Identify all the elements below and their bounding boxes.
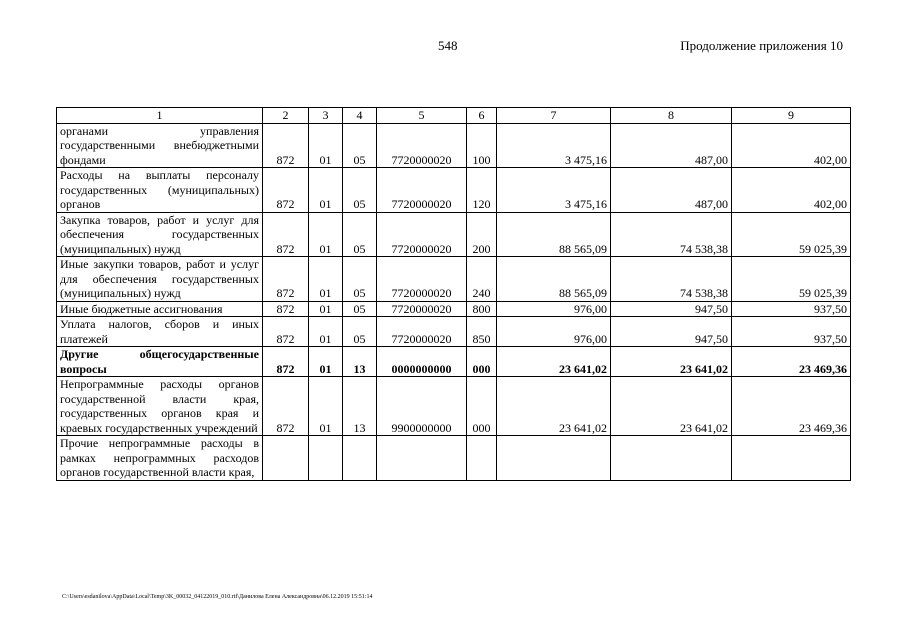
code-cell: 872 bbox=[263, 347, 309, 377]
continuation-caption: Продолжение приложения 10 bbox=[680, 38, 843, 53]
code-cell bbox=[263, 436, 309, 481]
code-cell: 872 bbox=[263, 257, 309, 302]
target-article-cell: 7720000020 bbox=[377, 257, 467, 302]
amount-cell bbox=[611, 436, 732, 481]
amount-cell: 23 469,36 bbox=[732, 347, 851, 377]
amount-cell: 74 538,38 bbox=[611, 212, 732, 257]
table-row bbox=[57, 301, 851, 317]
target-article-cell: 9900000000 bbox=[377, 377, 467, 436]
target-article-cell: 7720000020 bbox=[377, 168, 467, 213]
subsection-cell: 05 bbox=[343, 257, 377, 302]
item-name-cell: Другие общегосударственные вопросы bbox=[57, 347, 263, 377]
table-row bbox=[57, 257, 851, 302]
amount-cell: 74 538,38 bbox=[611, 257, 732, 302]
header-cell: 1 bbox=[57, 108, 263, 124]
item-name-cell: Прочие непрограммные расходы в рамках непрограммных расходов органов государственной власти края, bbox=[57, 436, 263, 481]
table-row bbox=[57, 212, 851, 257]
header-cell: 9 bbox=[732, 108, 851, 124]
amount-cell: 976,00 bbox=[497, 317, 611, 347]
subsection-cell: 05 bbox=[343, 212, 377, 257]
expense-type-cell: 240 bbox=[467, 257, 497, 302]
target-article-cell: 7720000020 bbox=[377, 301, 467, 317]
table-row bbox=[57, 168, 851, 213]
target-article-cell: 7720000020 bbox=[377, 212, 467, 257]
code-cell: 872 bbox=[263, 123, 309, 168]
section-cell: 01 bbox=[309, 123, 343, 168]
amount-cell: 88 565,09 bbox=[497, 257, 611, 302]
subsection-cell: 05 bbox=[343, 301, 377, 317]
section-cell: 01 bbox=[309, 301, 343, 317]
amount-cell: 487,00 bbox=[611, 123, 732, 168]
table-row bbox=[57, 317, 851, 347]
item-name-cell: Иные бюджетные ассигнования bbox=[57, 301, 263, 317]
amount-cell: 88 565,09 bbox=[497, 212, 611, 257]
target-article-cell bbox=[377, 436, 467, 481]
subsection-cell: 13 bbox=[343, 377, 377, 436]
header-cell: 7 bbox=[497, 108, 611, 124]
section-cell: 01 bbox=[309, 377, 343, 436]
header-cell: 5 bbox=[377, 108, 467, 124]
item-name-cell: органами управления государственными внебюджетными фондами bbox=[57, 123, 263, 168]
amount-cell: 937,50 bbox=[732, 301, 851, 317]
amount-cell: 402,00 bbox=[732, 168, 851, 213]
table-row bbox=[57, 123, 851, 168]
expense-type-cell: 000 bbox=[467, 377, 497, 436]
expense-type-cell: 850 bbox=[467, 317, 497, 347]
item-name-cell: Уплата налогов, сборов и иных платежей bbox=[57, 317, 263, 347]
expense-type-cell: 800 bbox=[467, 301, 497, 317]
expense-type-cell: 000 bbox=[467, 347, 497, 377]
amount-cell: 976,00 bbox=[497, 301, 611, 317]
amount-cell: 3 475,16 bbox=[497, 123, 611, 168]
table-header-row bbox=[57, 108, 851, 124]
expense-type-cell: 200 bbox=[467, 212, 497, 257]
amount-cell bbox=[497, 436, 611, 481]
subsection-cell: 05 bbox=[343, 317, 377, 347]
budget-table bbox=[56, 107, 851, 481]
code-cell: 872 bbox=[263, 301, 309, 317]
amount-cell: 947,50 bbox=[611, 317, 732, 347]
section-cell: 01 bbox=[309, 347, 343, 377]
amount-cell: 23 641,02 bbox=[497, 347, 611, 377]
code-cell: 872 bbox=[263, 377, 309, 436]
table-row bbox=[57, 436, 851, 481]
item-name-cell: Расходы на выплаты персоналу государственных (муниципальных) органов bbox=[57, 168, 263, 213]
amount-cell bbox=[732, 436, 851, 481]
footer-file-path: C:\Users\esdanilova\AppData\Local\Temp\3K_00032_04122019_010.rtf\Данилова Елена Александровна\06.12.2019 15:51:14 bbox=[62, 594, 373, 600]
page-number: 548 bbox=[438, 38, 458, 53]
amount-cell: 23 469,36 bbox=[732, 377, 851, 436]
amount-cell: 487,00 bbox=[611, 168, 732, 213]
item-name-cell: Иные закупки товаров, работ и услуг для обеспечения государственных (муниципальных) нужд bbox=[57, 257, 263, 302]
code-cell: 872 bbox=[263, 168, 309, 213]
amount-cell: 23 641,02 bbox=[611, 377, 732, 436]
expense-type-cell bbox=[467, 436, 497, 481]
subsection-cell bbox=[343, 436, 377, 481]
section-cell: 01 bbox=[309, 168, 343, 213]
header-cell: 4 bbox=[343, 108, 377, 124]
amount-cell: 402,00 bbox=[732, 123, 851, 168]
item-name-cell: Непрограммные расходы органов государственной власти края, государственных органов края и краевых государственных учреждений bbox=[57, 377, 263, 436]
code-cell: 872 bbox=[263, 212, 309, 257]
subsection-cell: 13 bbox=[343, 347, 377, 377]
section-cell: 01 bbox=[309, 257, 343, 302]
header-cell: 2 bbox=[263, 108, 309, 124]
table-row bbox=[57, 377, 851, 436]
target-article-cell: 7720000020 bbox=[377, 317, 467, 347]
amount-cell: 3 475,16 bbox=[497, 168, 611, 213]
expense-type-cell: 120 bbox=[467, 168, 497, 213]
header-cell: 8 bbox=[611, 108, 732, 124]
table-row bbox=[57, 347, 851, 377]
subsection-cell: 05 bbox=[343, 123, 377, 168]
amount-cell: 59 025,39 bbox=[732, 212, 851, 257]
target-article-cell: 7720000020 bbox=[377, 123, 467, 168]
header-cell: 6 bbox=[467, 108, 497, 124]
amount-cell: 937,50 bbox=[732, 317, 851, 347]
target-article-cell: 0000000000 bbox=[377, 347, 467, 377]
code-cell: 872 bbox=[263, 317, 309, 347]
expense-type-cell: 100 bbox=[467, 123, 497, 168]
amount-cell: 23 641,02 bbox=[497, 377, 611, 436]
section-cell bbox=[309, 436, 343, 481]
item-name-cell: Закупка товаров, работ и услуг для обеспечения государственных (муниципальных) нужд bbox=[57, 212, 263, 257]
subsection-cell: 05 bbox=[343, 168, 377, 213]
amount-cell: 947,50 bbox=[611, 301, 732, 317]
section-cell: 01 bbox=[309, 317, 343, 347]
amount-cell: 23 641,02 bbox=[611, 347, 732, 377]
header-cell: 3 bbox=[309, 108, 343, 124]
amount-cell: 59 025,39 bbox=[732, 257, 851, 302]
section-cell: 01 bbox=[309, 212, 343, 257]
